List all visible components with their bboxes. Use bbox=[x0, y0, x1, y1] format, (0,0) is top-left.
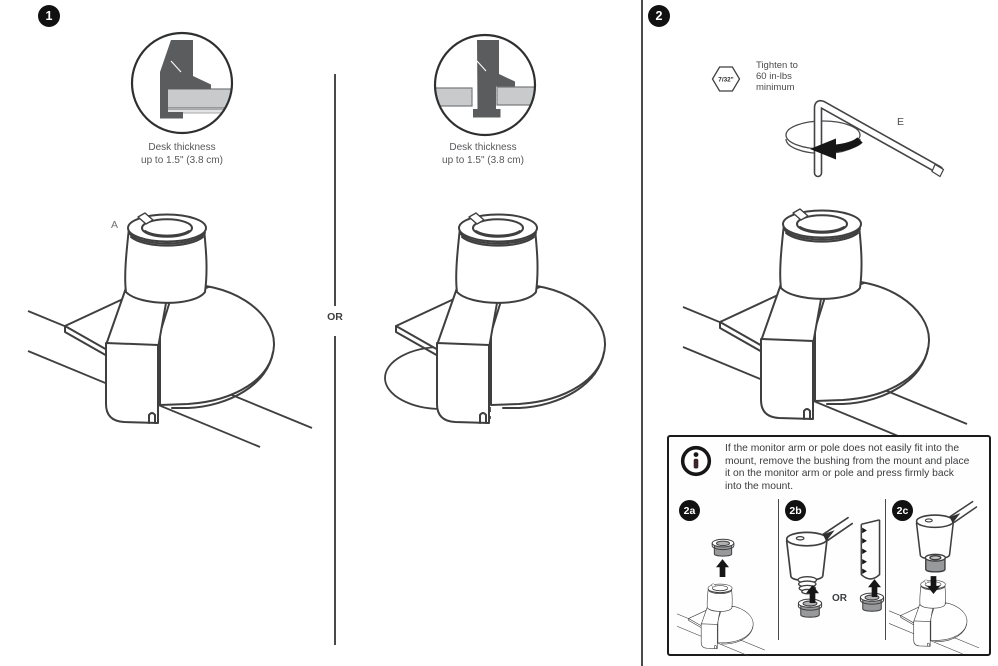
up-arrow-icon bbox=[806, 584, 819, 604]
info-text-line: If the monitor arm or pole does not easily fit into the bbox=[725, 443, 960, 454]
caption-line: up to 1.5" (3.8 cm) bbox=[442, 154, 524, 166]
substep-2b-badge: 2b bbox=[785, 500, 806, 521]
hex-key-illustration bbox=[772, 92, 952, 182]
bushing-illustration bbox=[710, 538, 736, 559]
substep-2c-badge: 2c bbox=[892, 500, 913, 521]
or-label: OR bbox=[327, 311, 343, 323]
down-arrow-icon bbox=[927, 576, 940, 594]
substep-2a-badge: 2a bbox=[679, 500, 700, 521]
grommet-mount-illustration bbox=[356, 195, 646, 460]
desk-thickness-caption-clamp bbox=[107, 142, 257, 168]
hex-socket-icon bbox=[711, 64, 741, 94]
or-label-substep: OR bbox=[832, 593, 847, 604]
torque-note bbox=[756, 60, 798, 93]
info-box bbox=[667, 435, 991, 656]
or-divider-bottom bbox=[334, 336, 336, 645]
clamp-mount-illustration-step2 bbox=[680, 191, 970, 456]
mini-mount-illustration bbox=[676, 578, 766, 660]
caption-line: Desk thickness bbox=[148, 142, 216, 153]
monitor-arm-with-bushing-illustration bbox=[905, 500, 978, 577]
hex-size-label: 7/32" bbox=[718, 76, 734, 84]
torque-note-line: minimum bbox=[756, 82, 795, 93]
clamp-mount-illustration bbox=[25, 195, 315, 460]
up-arrow-icon bbox=[716, 559, 729, 577]
info-icon bbox=[680, 445, 712, 477]
desk-edge-clamp-detail-icon bbox=[127, 28, 237, 138]
info-text-line: it on the monitor arm or pole and press firmly back bbox=[725, 468, 954, 480]
part-label-a: A bbox=[111, 219, 119, 231]
pole-illustration bbox=[855, 519, 885, 585]
step-1-badge: 1 bbox=[38, 5, 60, 27]
info-text bbox=[725, 443, 989, 493]
tool-label-e: E bbox=[897, 116, 905, 128]
torque-note-line: Tighten to bbox=[756, 60, 798, 71]
or-divider-top bbox=[334, 74, 336, 306]
torque-note-line: 60 in-lbs bbox=[756, 71, 792, 82]
substep-divider-2 bbox=[885, 499, 886, 640]
info-text-line: into the mount. bbox=[725, 480, 794, 492]
desk-thickness-caption-grommet bbox=[408, 142, 558, 168]
step-2-badge: 2 bbox=[648, 5, 670, 27]
up-arrow-icon bbox=[868, 578, 881, 598]
caption-line: up to 1.5" (3.8 cm) bbox=[141, 154, 223, 166]
caption-line: Desk thickness bbox=[449, 142, 517, 153]
info-text-line: mount, remove the bushing from the mount and place bbox=[725, 455, 970, 467]
desk-grommet-detail-icon bbox=[430, 30, 540, 140]
